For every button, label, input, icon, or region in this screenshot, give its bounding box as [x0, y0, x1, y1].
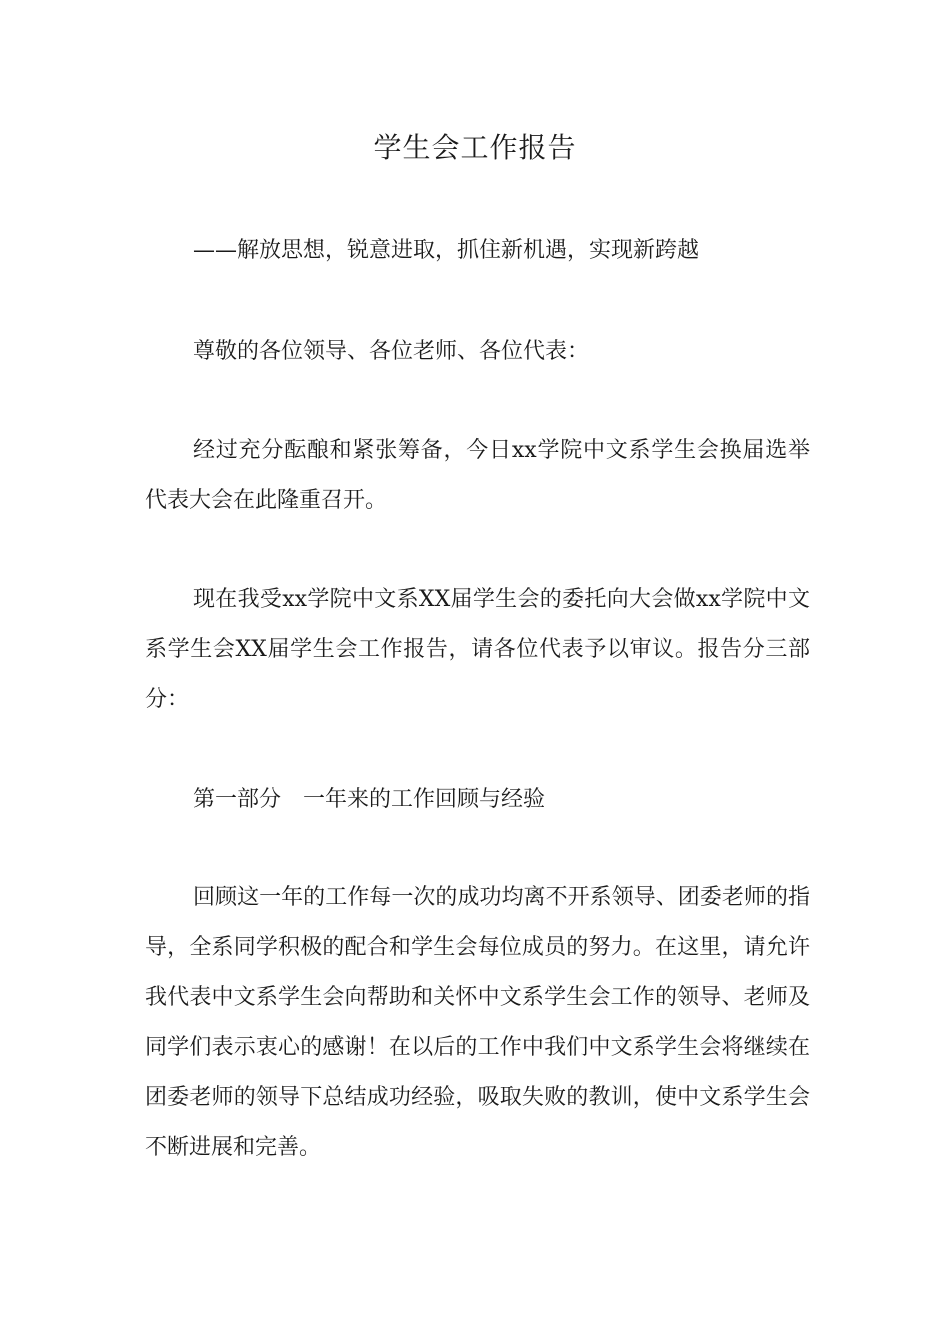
greeting-paragraph: 尊敬的各位领导、各位老师、各位代表：: [193, 339, 590, 364]
review-paragraph: 回顾这一年的工作每一次的成功均离不开系领导、团委老师的指导，全系同学积极的配合和学生会每位成员的努力。在这里，请允许我代表中文系学生会向帮助和关怀中文系学生会工作的领导、老师及同学们表示衷心的感谢！在以后的工作中我们中文系学生会将继续在团委老师的领导下总结成功经验，吸取失败的教训，使中文系学生会不断进展和完善。: [145, 885, 810, 1160]
report-outline-paragraph: 现在我受xx学院中文系XX届学生会的委托向大会做xx学院中文系学生会XX届学生会工作报告，请各位代表予以审议。报告分三部分：: [145, 587, 810, 712]
intro-paragraph: 经过充分酝酿和紧张筹备，今日xx学院中文系学生会换届选举代表大会在此隆重召开。: [145, 438, 810, 513]
section-heading: 第一部分 一年来的工作回顾与经验: [193, 787, 546, 812]
document-title: 学生会工作报告: [373, 131, 577, 164]
subtitle-paragraph: ——解放思想，锐意进取，抓住新机遇，实现新跨越: [193, 238, 700, 263]
